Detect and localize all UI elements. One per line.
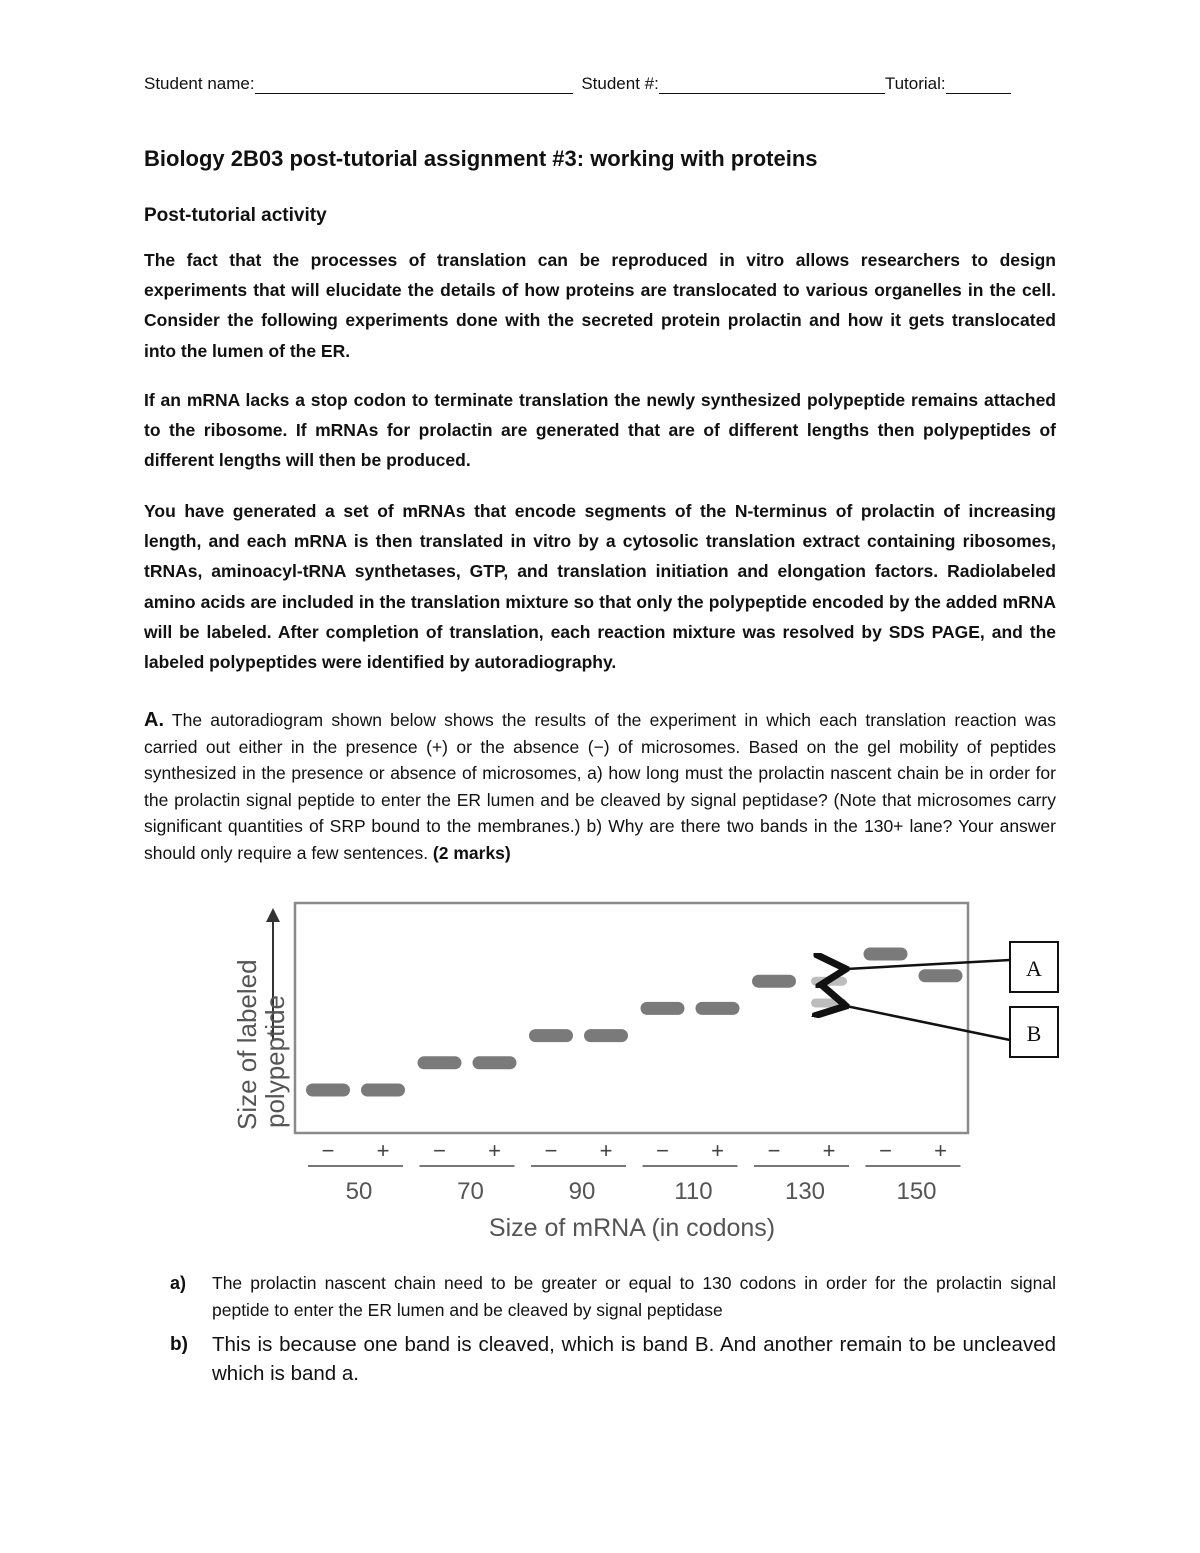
lane-sign-70-plus: +	[488, 1138, 501, 1163]
gel-band-50-minus	[306, 1084, 350, 1097]
y-axis-label-line-1: Size of labeled	[232, 959, 262, 1130]
lane-sign-50-minus: −	[321, 1138, 335, 1163]
student-name-label: Student name:	[144, 74, 255, 93]
answers-list	[170, 1270, 1056, 1388]
gel-band-90-plus	[584, 1029, 628, 1042]
lane-sign-90-plus: +	[599, 1138, 613, 1163]
codon-label-50: 50	[345, 1178, 373, 1205]
answer-a-text: The prolactin nascent chain need to be greater or equal to 130 codons in order for the prolactin signal peptide to enter the ER lumen and be cleaved by signal peptidase	[212, 1273, 1056, 1320]
page-title: Biology 2B03 post-tutorial assignment #3: working with proteins	[144, 146, 818, 171]
gel-bands	[306, 948, 963, 1097]
codon-label-130: 130	[784, 1178, 826, 1205]
answer-a-label: a)	[170, 1273, 187, 1293]
question-marks: (2 marks)	[432, 842, 511, 863]
gel-band-70-minus	[418, 1056, 462, 1069]
lane-sign-50-plus: +	[376, 1138, 390, 1163]
gel-band-70-plus	[473, 1056, 517, 1069]
intro-paragraph-1: The fact that the processes of translation can be reproduced in vitro allows researchers to design experiments that will elucidate the details of how proteins are translocated to various organelles in the cell. Consider the following experiments done with the secreted protein prolactin and how it gets translocated into the lumen of the ER.	[144, 250, 1056, 361]
answer-b	[170, 1330, 1056, 1388]
gel-band-110-plus	[696, 1002, 740, 1015]
lane-sign-110-minus: −	[656, 1138, 669, 1163]
tutorial-label: Tutorial:	[884, 74, 946, 93]
callout-a-label: A	[1026, 956, 1042, 981]
gel-frame	[295, 903, 968, 1133]
lane-sign-150-minus: −	[879, 1138, 892, 1163]
x-axis-label: Size of mRNA (in codons)	[488, 1214, 776, 1242]
intro-paragraph-2: If an mRNA lacks a stop codon to terminate translation the newly synthesized polypeptide remains attached to the ribosome. If mRNAs for prolactin are generated that are of different lengths then polypeptides of different lengths will then be produced.	[144, 390, 1056, 471]
section-heading: Post-tutorial activity	[144, 205, 327, 226]
lane-sign-110-plus: +	[711, 1138, 724, 1163]
gel-band-130-minus	[752, 975, 796, 988]
intro-paragraph-3: You have generated a set of mRNAs that encode segments of the N-terminus of prolactin of increasing length, and each mRNA is then translated in vitro by a cytosolic translation extract containing ribosomes, tRNAs, aminoacyl-tRNA synthetases, GTP, and translation initiation and elongation factors. Radiolabeled amino acids are included in the translation mixture so that only the polypeptide encoded by the added mRNA will be labeled. After completion of translation, each reaction mixture was resolved by SDS PAGE, and the labeled polypeptides were identified by autoradiography.	[144, 501, 1056, 673]
gel-band-90-minus	[529, 1029, 573, 1042]
callout-b-label: B	[1026, 1021, 1042, 1046]
answer-b-text: This is because one band is cleaved, which is band B. And another remain to be uncleaved which is band a.	[212, 1333, 1056, 1385]
gel-band-50-plus	[361, 1084, 405, 1097]
gel-band-150-minus	[864, 948, 908, 961]
gel-band-110-minus	[641, 1002, 685, 1015]
gel-band-130-plus-b	[811, 998, 847, 1007]
answer-b-label: b)	[170, 1334, 188, 1355]
student-number-label: Student #:	[581, 74, 659, 93]
codon-label-70: 70	[457, 1178, 484, 1205]
codon-label-110: 110	[674, 1178, 713, 1205]
question-text: The autoradiogram shown below shows the results of the experiment in which each translation reaction was carried out either in the presence (+) or the absence (−) of microsomes. Based on the gel mobility of peptides synthesized in the presence or absence of microsomes, a) how long must the prolactin nascent chain be in order for the prolactin signal peptide to enter the ER lumen and be cleaved by signal peptidase? (Note that microsomes carry significant quantities of SRP bound to the membranes.) b) Why are there two bands in the 130+ lane? Your answer should only require a few sentences.	[144, 710, 1056, 863]
codon-label-90: 90	[568, 1178, 596, 1205]
codon-label-150: 150	[896, 1178, 937, 1205]
answer-a	[170, 1270, 1056, 1324]
lane-sign-130-minus: −	[767, 1138, 781, 1163]
y-axis-arrowhead	[266, 908, 280, 922]
lane-sign-130-plus: +	[822, 1138, 836, 1163]
lane-sign-70-minus: −	[433, 1138, 446, 1163]
callout-a-arrow	[846, 960, 1010, 969]
question-label: A.	[144, 709, 164, 731]
lane-labels	[308, 1138, 961, 1205]
lane-sign-150-plus: +	[934, 1138, 947, 1163]
callout-b-arrow	[846, 1006, 1010, 1040]
gel-band-150-plus	[919, 969, 963, 982]
y-axis-label-line-2: polypeptide	[260, 995, 290, 1128]
lane-sign-90-minus: −	[544, 1138, 558, 1163]
gel-band-130-plus-a	[811, 977, 847, 986]
